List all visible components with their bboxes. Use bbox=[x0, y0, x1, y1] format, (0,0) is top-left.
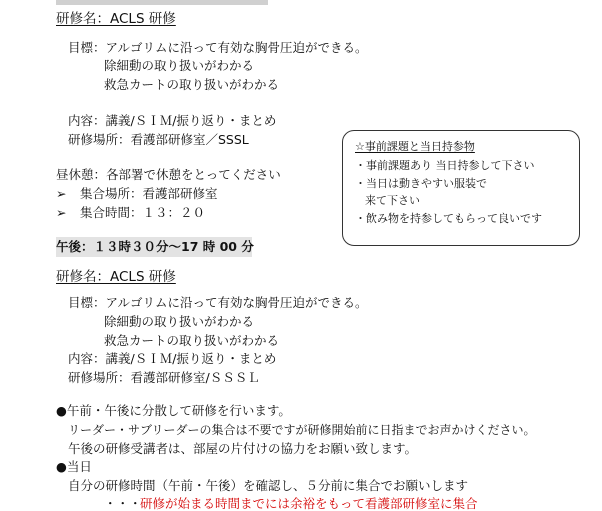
note-leader-line: リーダー・サブリーダーの集合は不要ですが研修開始前に日指までお声かけください。 bbox=[68, 423, 536, 437]
lunch-title: 昼休憩：各部署で休憩をとってください bbox=[56, 167, 281, 182]
notice-line-2: ・当日は動きやすい服装で bbox=[355, 177, 487, 190]
afternoon-course-title: 研修名：ACLS 研修 bbox=[56, 269, 176, 285]
morning-course-title: 研修名：ACLS 研修 bbox=[56, 11, 176, 27]
note-check-time-line: 自分の研修時間（午前・午後）を確認し、５分前に集合でお願いします bbox=[68, 478, 469, 493]
note-red-warning: 研修が始まる時間までには余裕をもって看護部研修室に集合 bbox=[140, 496, 478, 511]
note-dots-prefix: ・・・ bbox=[104, 496, 142, 511]
note-bullet-day-of: ●当日 bbox=[56, 459, 92, 474]
afternoon-goal-line3: 救急カートの取り扱いがわかる bbox=[104, 333, 280, 348]
morning-place: 研修場所：看護部研修室／SSSL bbox=[68, 132, 249, 147]
notice-line-1: ・事前課題あり 当日持参して下さい bbox=[355, 159, 535, 172]
afternoon-time-header: 午後：１３時３０分〜17 時 00 分 bbox=[56, 239, 254, 254]
notice-line-3: 来て下さい bbox=[365, 194, 420, 207]
note-bullet-split-sessions: ●午前・午後に分散して研修を行います。 bbox=[56, 403, 291, 418]
morning-goal-line1: 目標：アルゴリムに沿って有効な胸骨圧迫ができる。 bbox=[68, 40, 368, 55]
lunch-item-bullet-2: ➢ bbox=[56, 205, 67, 220]
morning-goal-line3: 救急カートの取り扱いがわかる bbox=[104, 77, 280, 92]
morning-content: 内容：講義/ＳＩＭ/振り返り・まとめ bbox=[68, 113, 277, 128]
afternoon-place: 研修場所：看護部研修室/ＳＳＳＬ bbox=[68, 370, 260, 385]
note-cleanup-line: 午後の研修受講者は、部屋の片付けの協力をお願い致します。 bbox=[68, 441, 418, 456]
notice-line-4: ・飲み物を持参してもらって良いです bbox=[355, 212, 542, 225]
lunch-item-meeting-time: 集合時間：１３：２０ bbox=[80, 205, 206, 220]
top-grey-bar bbox=[56, 0, 268, 5]
notice-box bbox=[342, 130, 580, 246]
notice-box-title: ☆事前課題と当日持参物 bbox=[355, 140, 475, 153]
afternoon-goal-line1: 目標：アルゴリムに沿って有効な胸骨圧迫ができる。 bbox=[68, 295, 368, 310]
lunch-item-meeting-place: 集合場所：看護部研修室 bbox=[80, 186, 218, 201]
afternoon-goal-line2: 除細動の取り扱いがわかる bbox=[104, 314, 255, 329]
lunch-item-bullet-1: ➢ bbox=[56, 186, 67, 201]
afternoon-content: 内容：講義/ＳＩＭ/振り返り・まとめ bbox=[68, 351, 277, 366]
morning-goal-line2: 除細動の取り扱いがわかる bbox=[104, 58, 255, 73]
